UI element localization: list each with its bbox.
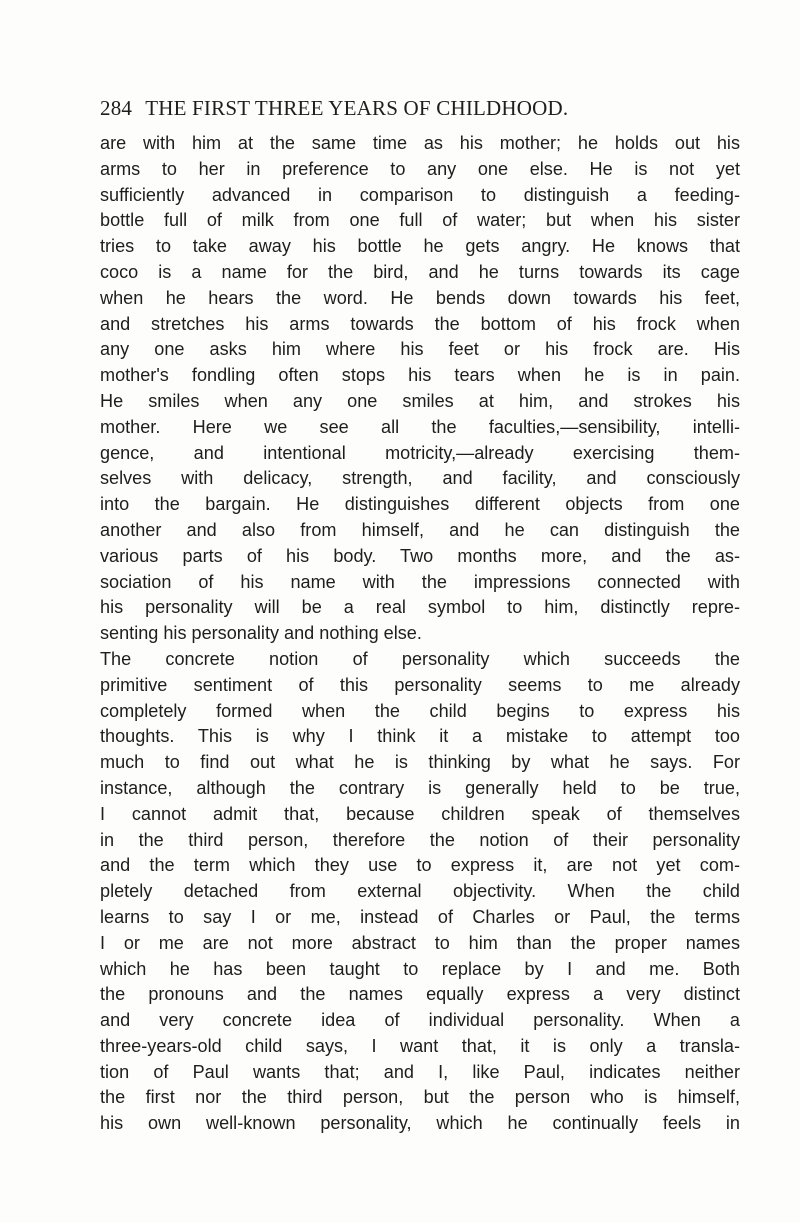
text-line: and stretches his arms towards the bottom of his frock when xyxy=(100,313,740,334)
text-line: and very concrete idea of individual personality. When a xyxy=(100,1010,740,1031)
text-line: his personality will be a real symbol to him, distinctly repre- xyxy=(100,597,740,618)
text-line: I or me are not more abstract to him than the proper names xyxy=(100,932,740,953)
text-line: mother. Here we see all the faculties,—sensibility, intelli- xyxy=(100,416,740,437)
text-line: another and also from himself, and he can distinguish the xyxy=(100,519,740,540)
text-line: various parts of his body. Two months more, and the as- xyxy=(100,545,740,566)
text-line: instance, although the contrary is generally held to be true, xyxy=(100,777,740,798)
text-line: in the third person, therefore the notion of their personality xyxy=(100,829,740,850)
text-line: and the term which they use to express it, are not yet com- xyxy=(100,855,740,876)
text-line: sufficiently advanced in comparison to distinguish a feeding- xyxy=(100,184,740,205)
running-head xyxy=(100,96,740,121)
text-line: arms to her in preference to any one else. He is not yet xyxy=(100,158,740,179)
text-line: any one asks him where his feet or his frock are. His xyxy=(100,339,740,360)
running-title: THE FIRST THREE YEARS OF CHILDHOOD. xyxy=(145,96,569,120)
text-line: tries to take away his bottle he gets angry. He knows that xyxy=(100,236,740,257)
text-line: mother's fondling often stops his tears when he is in pain. xyxy=(100,365,740,386)
text-line: much to find out what he is thinking by what he says. For xyxy=(100,752,740,773)
text-line: gence, and intentional motricity,—already exercising them- xyxy=(100,442,740,463)
text-line: completely formed when the child begins to express his xyxy=(100,700,740,721)
page-number: 284 xyxy=(100,96,133,120)
text-line: primitive sentiment of this personality seems to me already xyxy=(100,674,740,695)
text-line: senting his personality and nothing else. xyxy=(100,623,422,644)
text-line: bottle full of milk from one full of water; but when his sister xyxy=(100,210,740,231)
body-text xyxy=(100,131,740,1137)
text-line: the pronouns and the names equally express a very distinct xyxy=(100,984,740,1005)
text-line: learns to say I or me, instead of Charles or Paul, the terms xyxy=(100,906,740,927)
text-line: when he hears the word. He bends down towards his feet, xyxy=(100,287,740,308)
text-line: his own well-known personality, which he continually feels in xyxy=(100,1113,740,1134)
text-line: tion of Paul wants that; and I, like Paul, indicates neither xyxy=(100,1061,740,1082)
text-line: selves with delicacy, strength, and facility, and consciously xyxy=(100,468,740,489)
text-line: three-years-old child says, I want that, it is only a transla- xyxy=(100,1035,740,1056)
text-line: are with him at the same time as his mother; he holds out his xyxy=(100,133,740,153)
text-line: into the bargain. He distinguishes different objects from one xyxy=(100,494,740,515)
text-line: coco is a name for the bird, and he turns towards its cage xyxy=(100,261,740,282)
text-line: pletely detached from external objectivity. When the child xyxy=(100,881,740,902)
text-line: thoughts. This is why I think it a mistake to attempt too xyxy=(100,726,740,747)
text-line: He smiles when any one smiles at him, and strokes his xyxy=(100,390,740,411)
text-line: the first nor the third person, but the person who is himself, xyxy=(100,1087,740,1108)
text-line: The concrete notion of personality which succeeds the xyxy=(100,648,740,669)
text-line: which he has been taught to replace by I and me. Both xyxy=(100,958,740,979)
text-line: I cannot admit that, because children speak of themselves xyxy=(100,803,740,824)
text-line: sociation of his name with the impressions connected with xyxy=(100,571,740,592)
